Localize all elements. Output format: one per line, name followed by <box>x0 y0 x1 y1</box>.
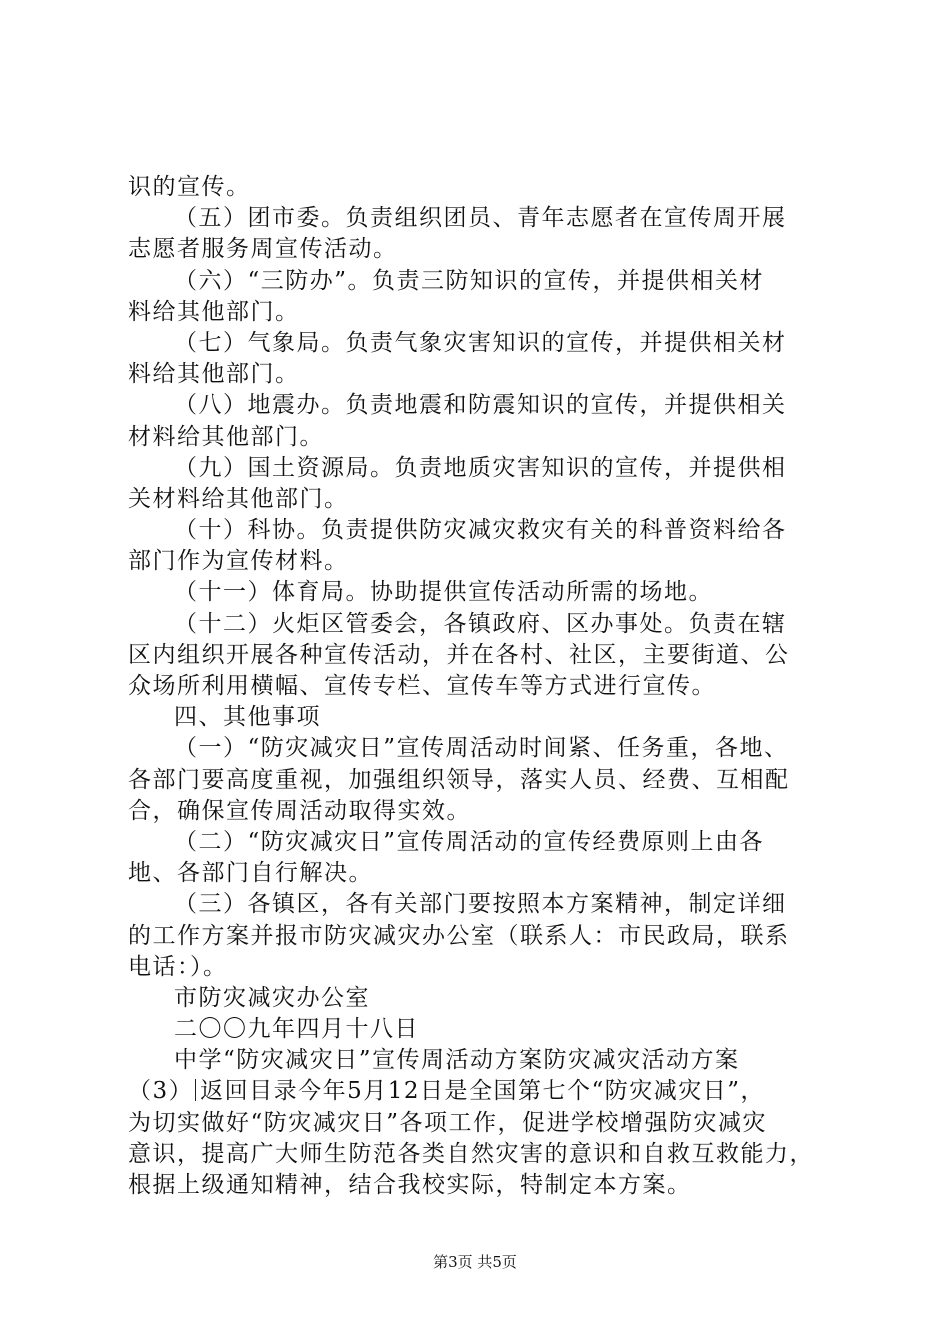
text-line: 志愿者服务周宣传活动。 <box>128 236 398 263</box>
text-line: 市防灾减灾办公室 <box>174 984 370 1011</box>
text-segment: 返回目录今年5月12日是全国第七个“防灾减灾日”， <box>200 1078 766 1105</box>
text-line: 四、其他事项 <box>174 704 321 731</box>
text-cursor <box>195 1079 196 1101</box>
text-line: （三）各镇区，各有关部门要按照本方案精神，制定详细 <box>174 891 787 918</box>
text-line: 区内组织开展各种宣传活动，并在各村、社区，主要街道、公 <box>128 641 790 668</box>
text-line: 识的宣传。 <box>128 174 251 200</box>
text-line: 众场所利用横幅、宣传专栏、宣传车等方式进行宣传。 <box>128 673 716 699</box>
text-line: 部门作为宣传材料。 <box>128 548 349 575</box>
text-line: 材料给其他部门。 <box>128 423 324 450</box>
text-line: （十二）火炬区管委会，各镇政府、区办事处。负责在辖 <box>174 610 787 637</box>
text-line: 为切实做好“防灾减灾日”各项工作，促进学校增强防灾减灾 <box>128 1109 768 1136</box>
text-line: （七）气象局。负责气象灾害知识的宣传，并提供相关材 <box>174 329 787 356</box>
text-line: 中学“防灾减灾日”宣传周活动方案防灾减灾活动方案 <box>174 1047 740 1074</box>
text-line: 各部门要高度重视，加强组织领导，落实人员、经费、互相配 <box>128 766 790 793</box>
text-line: 料给其他部门。 <box>128 298 300 325</box>
text-line: （十一）体育局。协助提供宣传活动所需的场地。 <box>174 579 713 606</box>
text-line: 电话：）。 <box>128 953 228 980</box>
text-line: （五）团市委。负责组织团员、青年志愿者在宣传周开展 <box>174 205 787 232</box>
text-line: 根据上级通知精神，结合我校实际，特制定本方案。 <box>128 1172 692 1198</box>
text-line: （十）科协。负责提供防灾减灾救灾有关的科普资料给各 <box>174 517 787 544</box>
text-segment: （3） <box>128 1078 194 1105</box>
text-line: 地、各部门自行解决。 <box>128 860 373 887</box>
text-line: （二）“防灾减灾日”宣传周活动的宣传经费原则上由各 <box>174 828 765 855</box>
text-line: 意识，提高广大师生防范各类自然灾害的意识和自救互救能力， <box>128 1140 814 1167</box>
text-line: 合，确保宣传周活动取得实效。 <box>128 797 471 824</box>
text-line: 关材料给其他部门。 <box>128 485 349 512</box>
text-line: 二〇〇九年四月十八日 <box>174 1016 419 1043</box>
text-line-with-cursor <box>128 1076 838 1107</box>
text-line: （八）地震办。负责地震和防震知识的宣传，并提供相关 <box>174 392 787 419</box>
text-line: （一）“防灾减灾日”宣传周活动时间紧、任务重，各地、 <box>174 735 789 762</box>
page-footer: 第3页 共5页 <box>433 1253 517 1271</box>
text-line: 的工作方案并报市防灾减灾办公室（联系人：市民政局，联系 <box>128 922 790 949</box>
text-line: （九）国土资源局。负责地质灾害知识的宣传，并提供相 <box>174 454 787 481</box>
text-line: 料给其他部门。 <box>128 361 300 388</box>
text-line: （六）“三防办”。负责三防知识的宣传，并提供相关材 <box>174 267 765 294</box>
document-body <box>128 172 838 1201</box>
